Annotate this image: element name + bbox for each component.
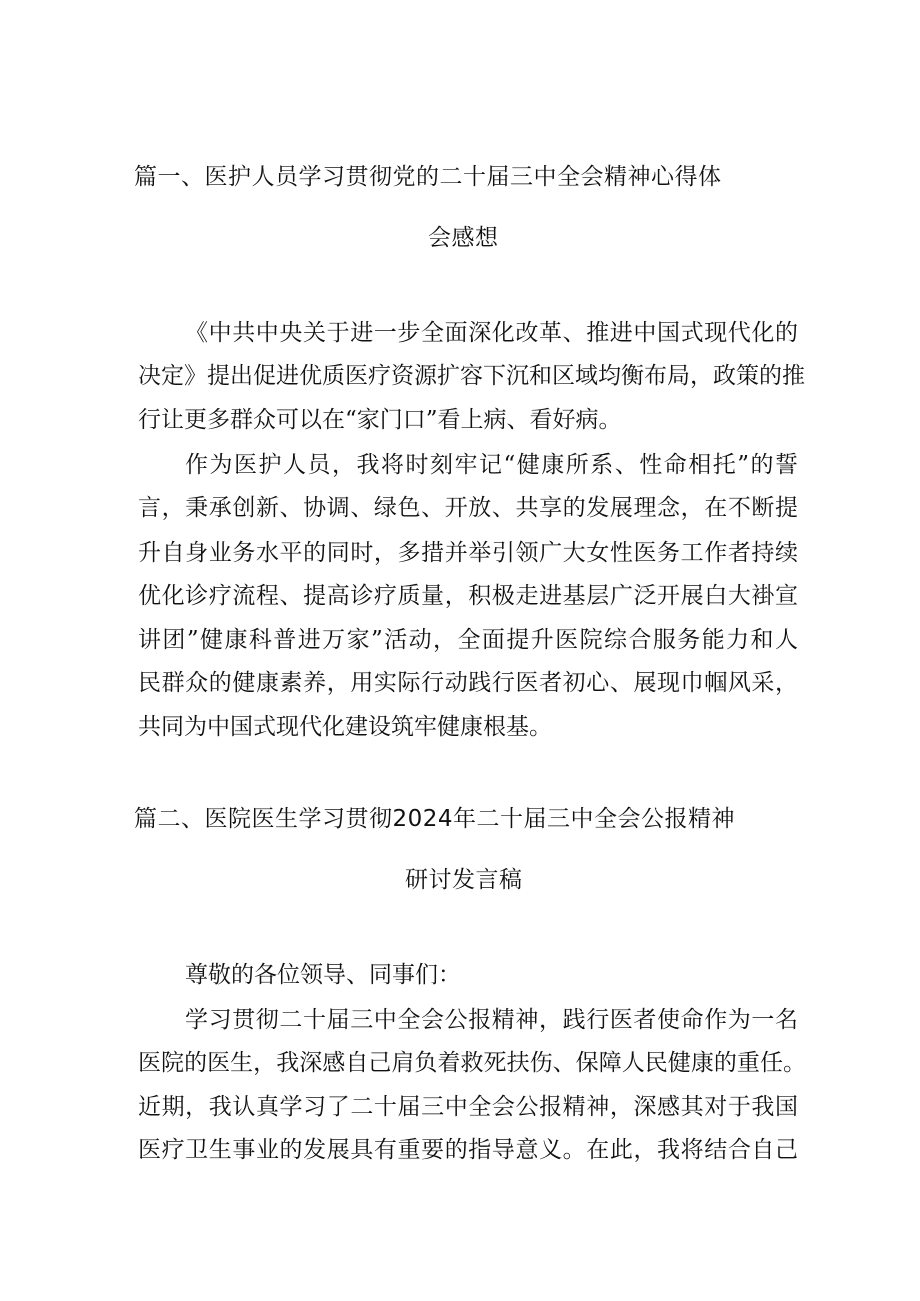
- paragraph-line: 医院的医生，我深感自己肩负着救死扶伤、保障人民健康的重任。: [138, 1050, 806, 1076]
- paragraph-line: 言，秉承创新、协调、绿色、开放、共享的发展理念，在不断提: [138, 495, 798, 521]
- section2-title-line1: 篇二、医院医生学习贯彻2024年二十届三中全会公报精神: [134, 806, 736, 832]
- paragraph-line: 《中共中央关于进一步全面深化改革、推进中国式现代化的: [185, 320, 798, 346]
- section2-title-line2: 研讨发言稿: [405, 867, 523, 893]
- paragraph-line: 医疗卫生事业的发展具有重要的指导意义。在此，我将结合自己: [138, 1137, 798, 1163]
- paragraph-line: 近期，我认真学习了二十届三中全会公报精神，深感其对于我国: [138, 1094, 798, 1120]
- paragraph-line: 行让更多群众可以在“家门口”看上病、看好病。: [138, 407, 622, 433]
- paragraph-line: 民群众的健康素养，用实际行动践行医者初心、展现巾帼风采，: [138, 670, 798, 696]
- paragraph-line: 学习贯彻二十届三中全会公报精神，践行医者使命作为一名: [185, 1007, 798, 1033]
- paragraph-line: 作为医护人员，我将时刻牢记“健康所系、性命相托”的誓: [185, 452, 798, 478]
- paragraph-line: 优化诊疗流程、提高诊疗质量，积极走进基层广泛开展白大褂宣: [138, 583, 798, 609]
- paragraph-line: 共同为中国式现代化建设筑牢健康根基。: [138, 714, 552, 740]
- paragraph-line: 决定》提出促进优质医疗资源扩容下沉和区域均衡布局，政策的推: [138, 363, 805, 389]
- paragraph-line: 讲团”健康科普进万家”活动，全面提升医院综合服务能力和人: [138, 627, 798, 653]
- salutation: 尊敬的各位领导、同事们：: [185, 962, 461, 988]
- section1-title-line1: 篇一、医护人员学习贯彻党的二十届三中全会精神心得体: [134, 164, 722, 190]
- section1-title-line2: 会感想: [428, 225, 499, 251]
- paragraph-line: 升自身业务水平的同时，多措并举引领广大女性医务工作者持续: [138, 540, 798, 566]
